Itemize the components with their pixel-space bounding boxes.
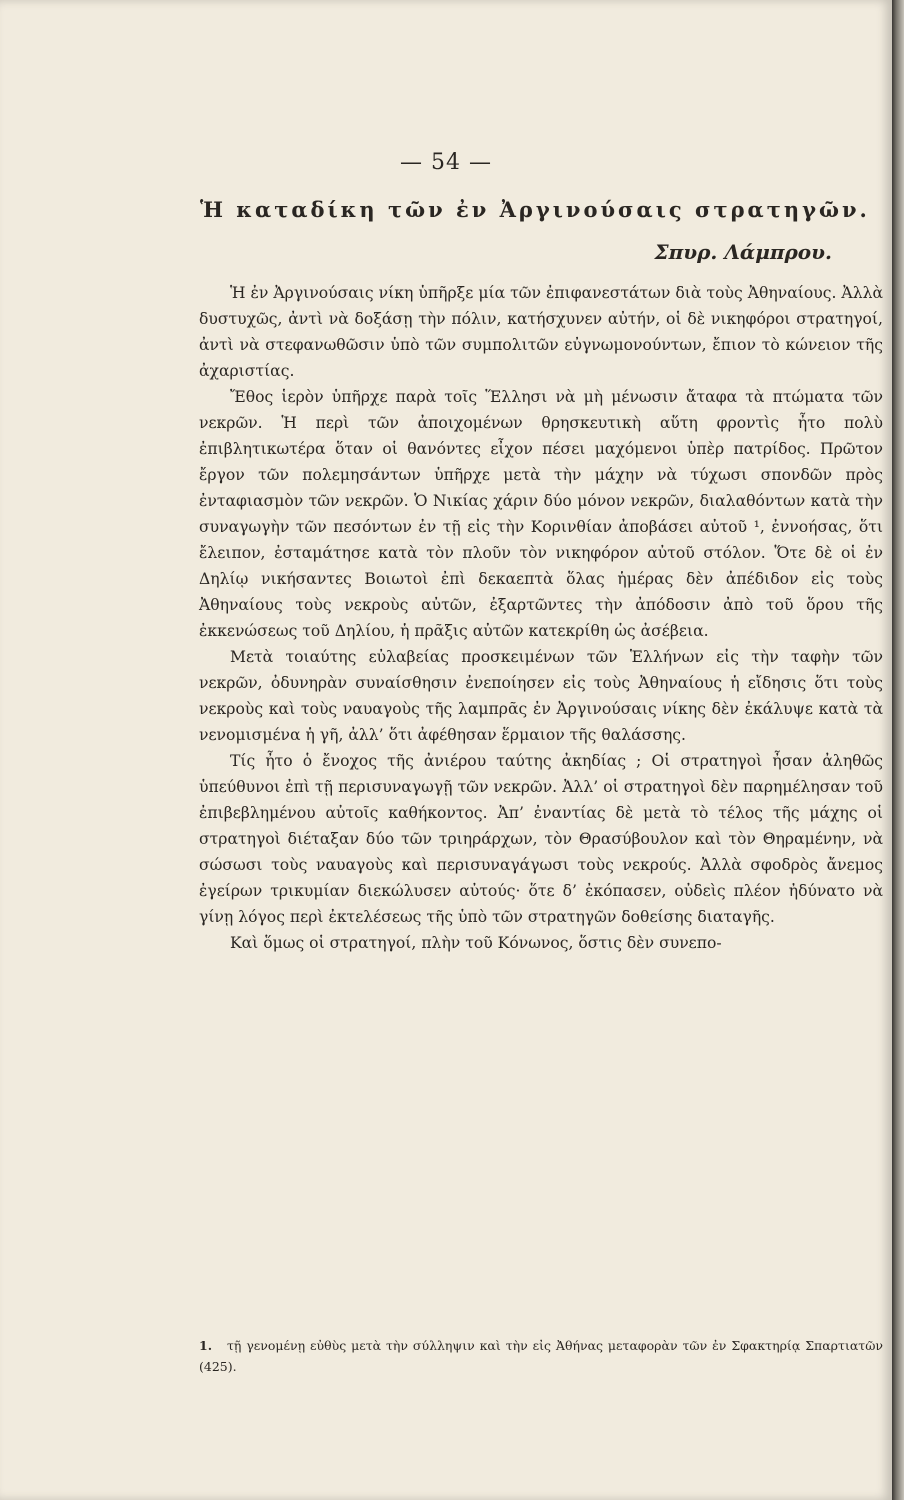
paragraph: Τίς ἦτο ὁ ἔνοχος τῆς ἀνιέρου ταύτης ἀκηδίας ; Οἱ στρατηγοὶ ἦσαν ἀληθῶς ὑπεύθυνοι ἐπὶ τῇ περισυναγωγῇ τῶν νεκρῶν. Ἀλλ’ οἱ στρατηγοὶ δὲν παρημέλησαν τοῦ ἐπιβεβλημένου αὐτοῖς καθήκοντος. Ἀπ’ ἐναντίας δὲ μετὰ τὸ τέλος τῆς μάχης οἱ στρατηγοὶ διέταξαν δύο τῶν τριηράρχων, τὸν Θρασύβουλον καὶ τὸν Θηραμένην, νὰ σώσωσι τοὺς ναυαγοὺς καὶ περισυναγάγωσι τοὺς νεκρούς. Ἀλλὰ σφοδρὸς ἄνεμος ἐγείρων τρικυμίαν διεκώλυσεν αὐτούς· ὅτε δ’ ἐκόπασεν, οὐδεὶς πλέον ἠδύνατο νὰ γίνῃ λόγος περὶ ἐκτελέσεως τῆς ὑπὸ τῶν στρατηγῶν δοθείσης διαταγῆς. (199, 752, 883, 926)
article-body (199, 280, 883, 956)
footnote-marker: 1. (199, 1338, 213, 1353)
footnote-text: τῇ γενομένῃ εὐθὺς μετὰ τὴν σύλληψιν καὶ τὴν εἰς Ἀθήνας μεταφορὰν τῶν ἐν Σφακτηρίᾳ Σπαρτιατῶν (425). (199, 1338, 883, 1374)
paragraph: Ἡ ἐν Ἀργινούσαις νίκη ὑπῆρξε μία τῶν ἐπιφανεστάτων διὰ τοὺς Ἀθηναίους. Ἀλλὰ δυστυχῶς, ἀντὶ νὰ δοξάσῃ τὴν πόλιν, κατήσχυνεν αὐτήν, οἱ δὲ νικηφόροι στρατηγοί, ἀντὶ νὰ στεφανωθῶσιν ὑπὸ τῶν συμπολιτῶν εὐγνωμονούντων, ἔπιον τὸ κώνειον τῆς ἀχαριστίας. (199, 284, 883, 380)
paragraph: Μετὰ τοιαύτης εὐλαβείας προσκειμένων τῶν Ἑλλήνων εἰς τὴν ταφὴν τῶν νεκρῶν, ὀδυνηρὰν συναίσθησιν ἐνεποίησεν εἰς τοὺς Ἀθηναίους ἡ εἴδησις ὅτι τοὺς νεκροὺς καὶ τοὺς ναυαγοὺς τῆς λαμπρᾶς ἐν Ἀργινούσαις νίκης δὲν ἐκάλυψε κατὰ τὰ νενομισμένα ἡ γῆ, ἀλλ’ ὅτι ἀφέθησαν ἕρμαιον τῆς θαλάσσης. (199, 648, 883, 744)
article-author: Σπυρ. Λάμπρου. (654, 240, 832, 264)
footnote (199, 1335, 883, 1377)
paragraph: Καὶ ὅμως οἱ στρατηγοί, πλὴν τοῦ Κόνωνος, ὅστις δὲν συνεπο- (230, 934, 722, 952)
footnotes (199, 1335, 883, 1377)
article-title: Ἡ καταδίκη τῶν ἐν Ἀργινούσαις στρατηγῶν. (200, 197, 870, 222)
page-edge (892, 0, 904, 1500)
paragraph: Ἔθος ἱερὸν ὑπῆρχε παρὰ τοῖς Ἕλλησι νὰ μὴ μένωσιν ἄταφα τὰ πτώματα τῶν νεκρῶν. Ἡ περὶ τῶν ἀποιχομένων θρησκευτικὴ αὕτη φροντὶς ἦτο πολὺ ἐπιβλητικωτέρα ὅταν οἱ θανόντες εἶχον πέσει μαχόμενοι ὑπὲρ πατρίδος. Πρῶτον ἔργον τῶν πολεμησάντων ὑπῆρχε μετὰ τὴν μάχην νὰ τύχωσι σπονδῶν πρὸς ἐνταφιασμὸν τῶν νεκρῶν. Ὁ Νικίας χάριν δύο μόνον νεκρῶν, διαλαθόντων κατὰ τὴν συναγωγὴν τῶν πεσόντων ἐν τῇ εἰς τὴν Κορινθίαν ἀποβάσει αὐτοῦ ¹, ἐννοήσας, ὅτι ἔλειπον, ἐσταμάτησε κατὰ τὸν πλοῦν τὸν νικηφόρον αὐτοῦ στόλον. Ὅτε δὲ οἱ ἐν Δηλίῳ νικήσαντες Βοιωτοὶ ἐπὶ δεκαεπτὰ ὅλας ἡμέρας δὲν ἀπέδιδον εἰς τοὺς Ἀθηναίους τοὺς νεκροὺς αὐτῶν, ἐξαρτῶντες τὴν ἀπόδοσιν ἀπὸ τοῦ ὅρου τῆς ἐκκενώσεως τοῦ Δηλίου, ἡ πρᾶξις αὐτῶν κατεκρίθη ὡς ἀσέβεια. (199, 388, 883, 640)
page-number: — 54 — (400, 150, 492, 175)
